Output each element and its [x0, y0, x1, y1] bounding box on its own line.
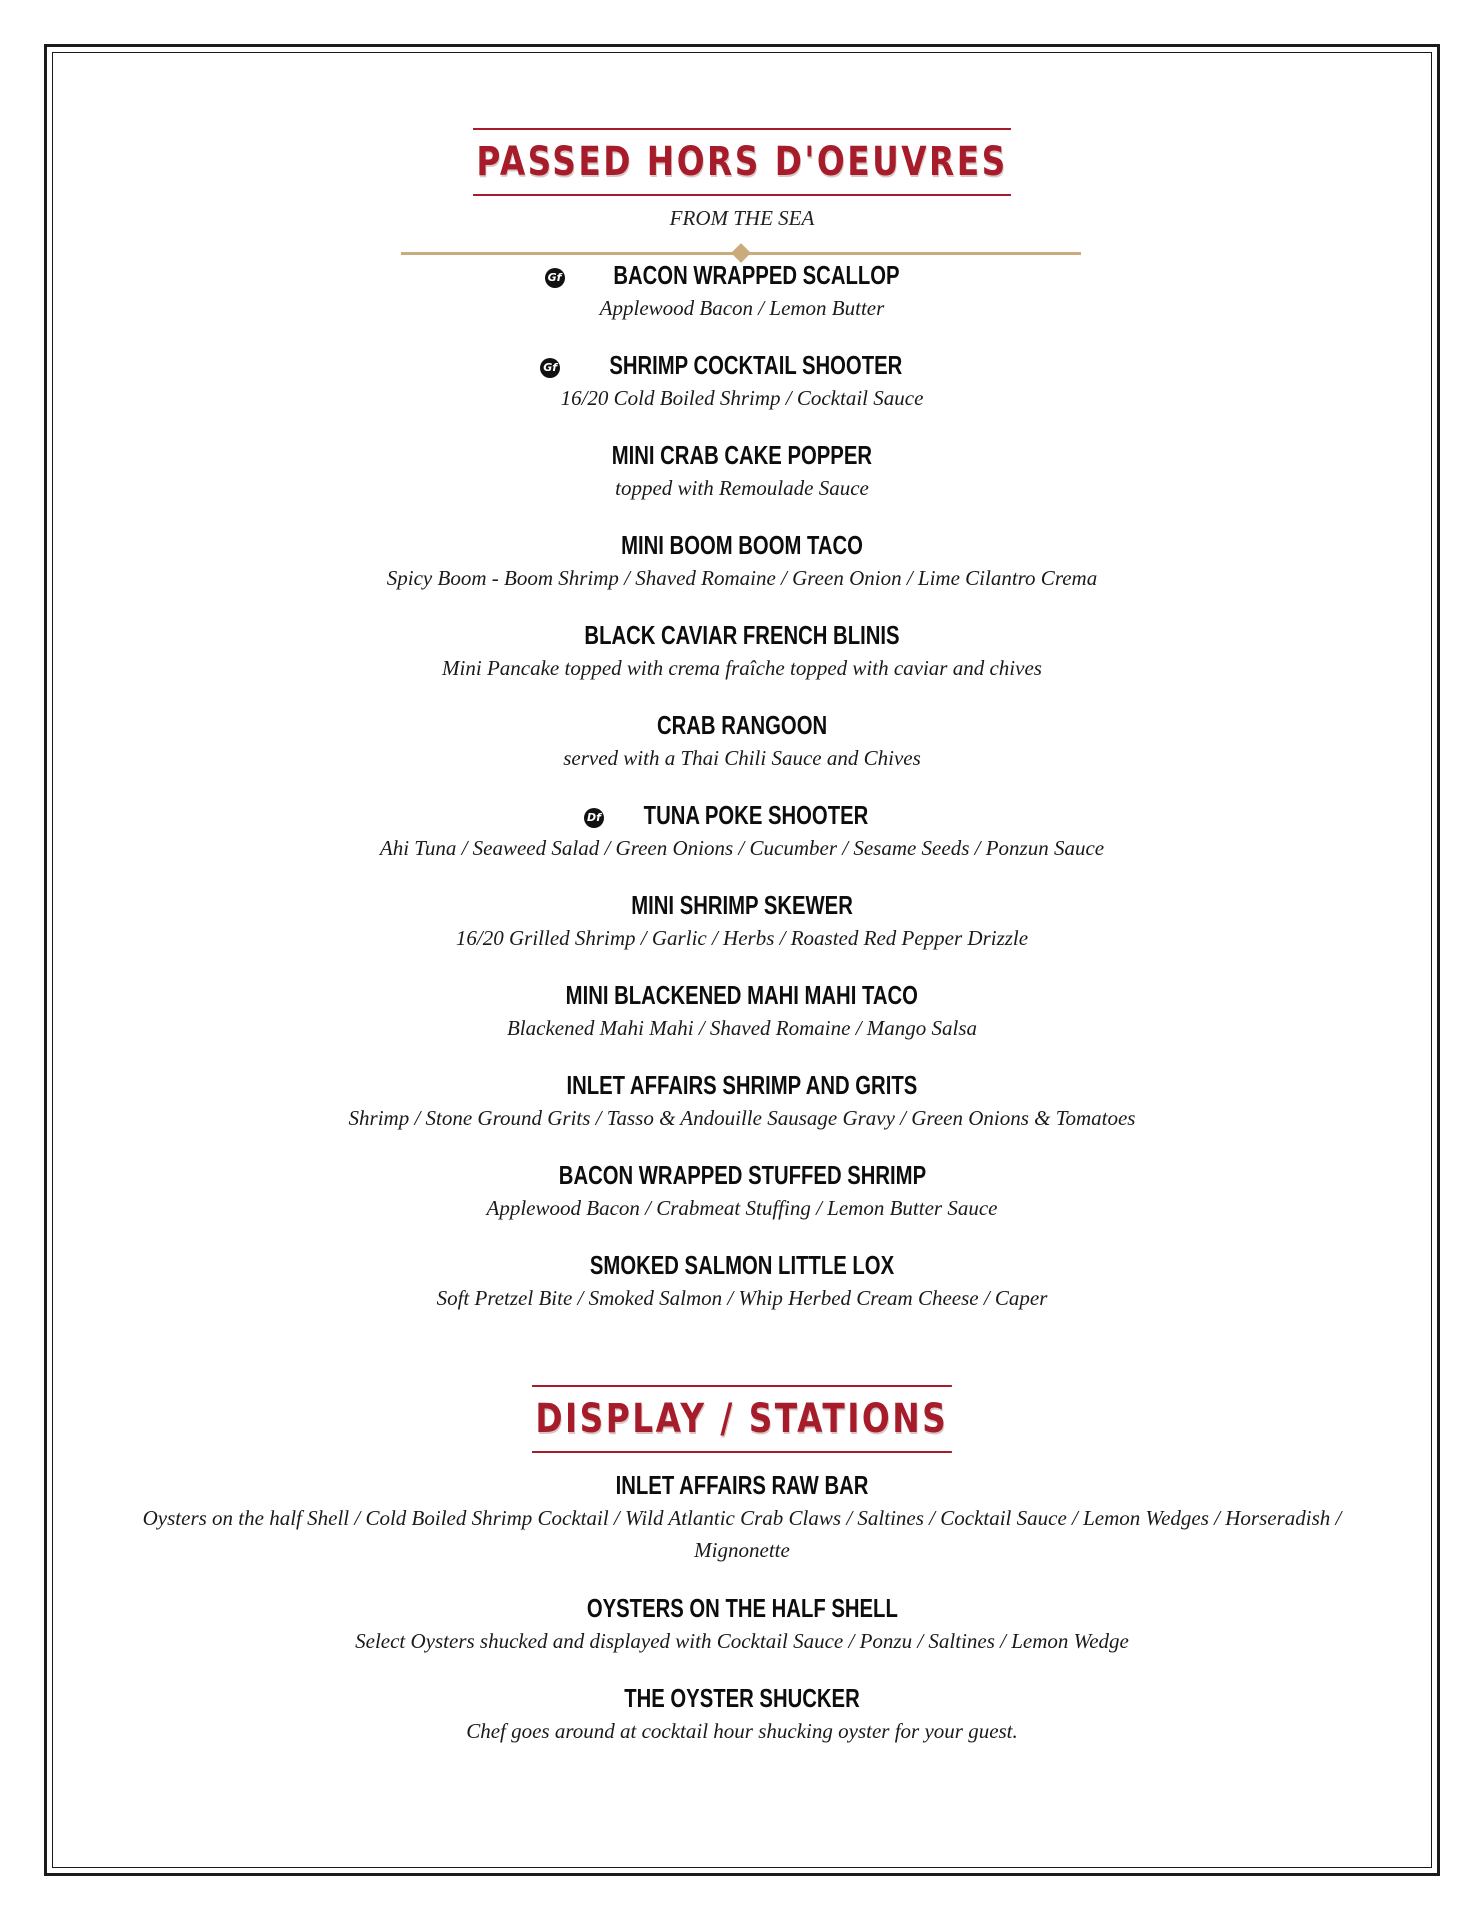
- menu-item: [60, 348, 1424, 414]
- item-description: Spicy Boom - Boom Shrimp / Shaved Romaine / Green Onion / Lime Cilantro Crema: [386, 566, 1098, 590]
- item-description: Select Oysters shucked and displayed with Cocktail Sauce / Ponzu / Saltines / Lemon Wedge: [355, 1629, 1129, 1653]
- item-description: Mini Pancake topped with crema fraîche topped with caviar and chives: [442, 656, 1042, 680]
- item-name: MINI BOOM BOOM TACO: [621, 530, 863, 560]
- dairy-free-icon: Df: [584, 808, 604, 828]
- section-subtitle: FROM THE SEA: [669, 206, 815, 230]
- menu-item: [60, 798, 1424, 864]
- item-name: BLACK CAVIAR FRENCH BLINIS: [584, 620, 900, 650]
- gluten-free-icon: Gf: [545, 268, 565, 288]
- item-description: Soft Pretzel Bite / Smoked Salmon / Whip Herbed Cream Cheese / Caper: [436, 1286, 1048, 1310]
- menu-item: [60, 1468, 1424, 1566]
- item-description: Ahi Tuna / Seaweed Salad / Green Onions / Cucumber / Sesame Seeds / Ponzun Sauce: [379, 836, 1105, 860]
- item-name: SHRIMP COCKTAIL SHOOTER: [609, 350, 903, 380]
- item-description: Chef goes around at cocktail hour shucking oyster for your guest.: [466, 1719, 1018, 1743]
- item-name: THE OYSTER SHUCKER: [624, 1683, 860, 1713]
- item-name: OYSTERS ON THE HALF SHELL: [586, 1593, 898, 1623]
- item-name: BACON WRAPPED SCALLOP: [612, 260, 900, 290]
- menu-item: [60, 888, 1424, 954]
- menu-item: [60, 1681, 1424, 1747]
- item-description: Applewood Bacon / Lemon Butter: [599, 296, 885, 320]
- item-name: CRAB RANGOON: [656, 710, 828, 740]
- item-name: MINI CRAB CAKE POPPER: [611, 440, 873, 470]
- item-name: MINI SHRIMP SKEWER: [631, 890, 853, 920]
- item-description: Oysters on the half Shell / Cold Boiled Shrimp Cocktail / Wild Atlantic Crab Claws / Saltines / Cocktail Sauce / Lemon Wedges / Horseradish / Mignonette: [142, 1506, 1342, 1562]
- menu-item: [60, 438, 1424, 504]
- menu-item: [60, 618, 1424, 684]
- item-name: BACON WRAPPED STUFFED SHRIMP: [558, 1160, 926, 1190]
- menu-item: [60, 1248, 1424, 1314]
- item-description: Shrimp / Stone Ground Grits / Tasso & Andouille Sausage Gravy / Green Onions & Tomatoes: [348, 1106, 1136, 1130]
- item-description: served with a Thai Chili Sauce and Chives: [563, 746, 921, 770]
- menu-item: [60, 978, 1424, 1044]
- section-title-passed: PASSED HORS D'OEUVRES: [0, 128, 1484, 196]
- item-description: 16/20 Grilled Shrimp / Garlic / Herbs / Roasted Red Pepper Drizzle: [455, 926, 1029, 950]
- gluten-free-icon: Gf: [540, 358, 560, 378]
- menu-item: [60, 528, 1424, 594]
- item-name: MINI BLACKENED MAHI MAHI TACO: [565, 980, 919, 1010]
- item-name: INLET AFFAIRS SHRIMP AND GRITS: [566, 1070, 918, 1100]
- item-description: 16/20 Cold Boiled Shrimp / Cocktail Sauce: [560, 386, 924, 410]
- item-name: INLET AFFAIRS RAW BAR: [615, 1470, 869, 1500]
- menu-item: [60, 1158, 1424, 1224]
- menu-item: [60, 708, 1424, 774]
- menu-item: [60, 258, 1424, 324]
- item-description: topped with Remoulade Sauce: [615, 476, 869, 500]
- menu-item: [60, 1068, 1424, 1134]
- section-title-display: DISPLAY / STATIONS: [0, 1385, 1484, 1453]
- menu-item: [60, 1591, 1424, 1657]
- item-name: SMOKED SALMON LITTLE LOX: [589, 1250, 895, 1280]
- item-description: Applewood Bacon / Crabmeat Stuffing / Lemon Butter Sauce: [486, 1196, 998, 1220]
- item-description: Blackened Mahi Mahi / Shaved Romaine / Mango Salsa: [506, 1016, 978, 1040]
- item-name: TUNA POKE SHOOTER: [643, 800, 869, 830]
